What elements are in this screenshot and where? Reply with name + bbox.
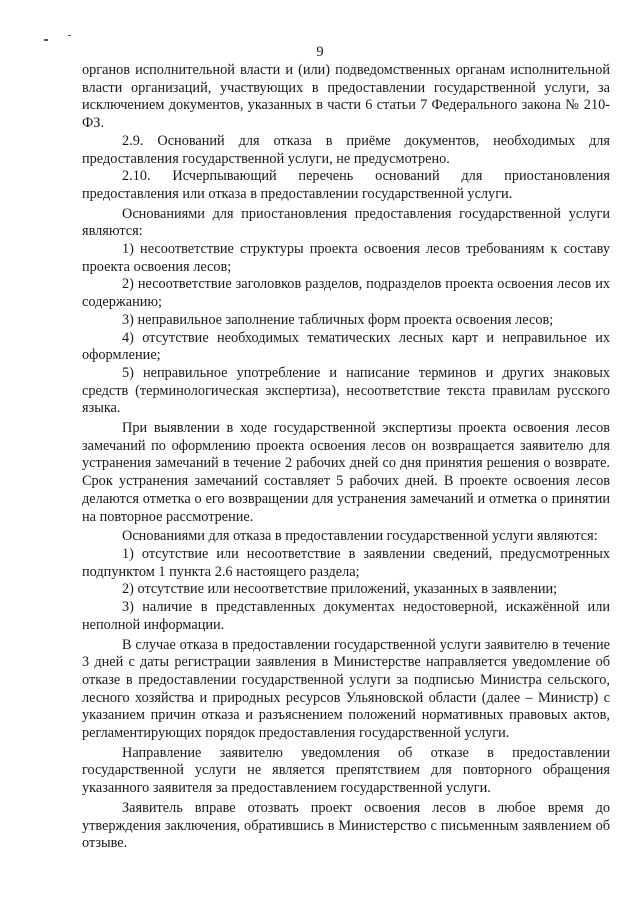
document-body <box>82 62 610 853</box>
paragraph: Направление заявителю уведомления об отказе в предоставлении государственной услуги не является препятствием для повторного обращения указанного заявителя за предоставлением государственной услуги. <box>82 744 610 797</box>
list-item: 2) несоответствие заголовков разделов, подразделов проекта освоения лесов их содержанию; <box>82 276 610 311</box>
paragraph: При выявлении в ходе государственной экспертизы проекта освоения лесов замечаний по оформлению проекта освоения лесов он возвращается заявителю для устранения замечаний в течение 2 рабочих дней со дня принятия решения о возврате. Срок устранения замечаний составляет 5 рабочих дней. В проекте освоения лесов делаются отметка о его возвращении для устранения замечаний и отметка о принятии на повторное рассмотрение. <box>82 420 610 525</box>
list-item: 4) отсутствие необходимых тематических лесных карт и неправильное их оформление; <box>82 329 610 364</box>
paragraph: Заявитель вправе отозвать проект освоения лесов в любое время до утверждения заключения, обратившись в Министерство с письменным заявлением об отзыве. <box>82 799 610 852</box>
list-item: 3) наличие в представленных документах недостоверной, искажённой или неполной информации. <box>82 599 610 633</box>
scan-artifact-mark <box>68 35 71 36</box>
scan-artifact-mark <box>44 39 48 41</box>
paragraph: 2.10. Исчерпывающий перечень оснований для приостановления предоставления или отказа в предоставлении государственной услуги. <box>82 168 610 202</box>
list-item: 5) неправильное употребление и написание терминов и других знаковых средств (терминологическая экспертиза), несоответствие текста правилам русского языка. <box>82 364 610 417</box>
paragraph: 2.9. Оснований для отказа в приёме документов, необходимых для предоставления государственной услуги, не предусмотрено. <box>82 132 610 167</box>
list-item: 1) отсутствие или несоответствие в заявлении сведений, предусмотренных подпунктом 1 пункта 2.6 настоящего раздела; <box>82 545 610 580</box>
page-number: 9 <box>316 44 324 60</box>
paragraph: Основаниями для приостановления предоставления государственной услуги являются: <box>82 205 610 240</box>
list-item: 1) несоответствие структуры проекта освоения лесов требованиям к составу проекта освоения лесов; <box>82 241 610 275</box>
paragraph: Основаниями для отказа в предоставлении государственной услуги являются: <box>122 528 598 545</box>
paragraph: органов исполнительной власти и (или) подведомственных органам исполнительной власти организаций, участвующих в предоставлении государственной услуги, за исключением документов, указанных в части 6 статьи 7 Федерального закона № 210-ФЗ. <box>82 62 610 132</box>
list-item: 2) отсутствие или несоответствие приложений, указанных в заявлении; <box>122 581 558 598</box>
list-item: 3) неправильное заполнение табличных форм проекта освоения лесов; <box>122 311 554 328</box>
paragraph: В случае отказа в предоставлении государственной услуги заявителю в течение 3 дней с даты регистрации заявления в Министерстве направляется уведомление об отказе в предоставлении государственной услуги за подписью Министра сельского, лесного хозяйства и природных ресурсов Ульяновской области (далее – Министр) с указанием причин отказа и разъяснением положений нормативных правовых актов, регламентирующих порядок предоставления государственной услуги. <box>82 636 610 742</box>
